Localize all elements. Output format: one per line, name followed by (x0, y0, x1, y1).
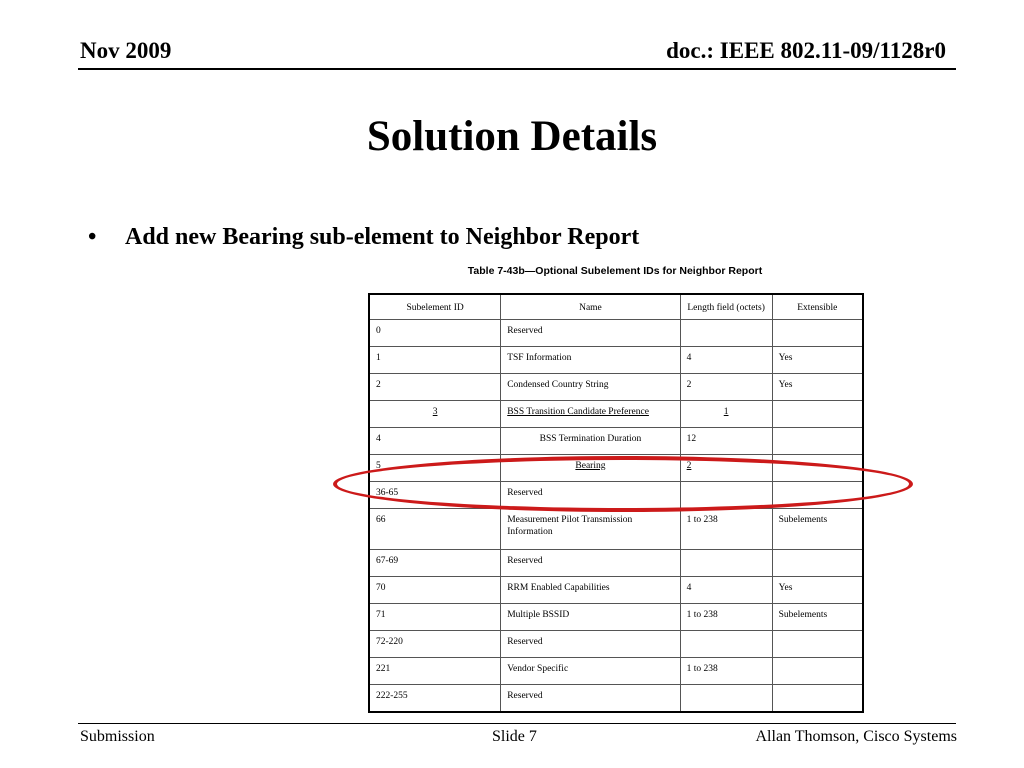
cell-name: Condensed Country String (501, 373, 680, 400)
cell-id: 72-220 (369, 630, 501, 657)
table-row (369, 373, 863, 400)
cell-name: Reserved (501, 630, 680, 657)
header-extensible: Extensible (772, 294, 863, 320)
header-date: Nov 2009 (80, 38, 172, 63)
cell-extensible (772, 400, 863, 427)
cell-extensible (772, 630, 863, 657)
cell-length: 1 to 238 (680, 657, 772, 684)
cell-id: 222-255 (369, 684, 501, 712)
cell-name: Reserved (501, 684, 680, 712)
cell-extensible (772, 481, 863, 508)
header-doc-id: doc.: IEEE 802.11-09/1128r0 (666, 38, 946, 63)
subelement-table (368, 293, 864, 713)
cell-length: 12 (680, 427, 772, 454)
table-row (369, 400, 863, 427)
cell-name: Bearing (501, 454, 680, 481)
cell-extensible (772, 549, 863, 576)
cell-length: 4 (680, 346, 772, 373)
cell-id: 3 (369, 400, 501, 427)
cell-extensible (772, 657, 863, 684)
table-row (369, 630, 863, 657)
cell-extensible: Subelements (772, 508, 863, 549)
cell-extensible: Yes (772, 346, 863, 373)
cell-id: 70 (369, 576, 501, 603)
cell-id: 66 (369, 508, 501, 549)
cell-extensible: Subelements (772, 603, 863, 630)
header-length: Length field (octets) (680, 294, 772, 320)
table-row (369, 603, 863, 630)
cell-name: BSS Transition Candidate Preference (501, 400, 680, 427)
cell-name: Measurement Pilot Transmission Information (501, 508, 680, 549)
bullet-text: Add new Bearing sub-element to Neighbor Report (125, 224, 640, 250)
cell-name: Reserved (501, 320, 680, 347)
cell-length (680, 630, 772, 657)
cell-length (680, 549, 772, 576)
table-row (369, 576, 863, 603)
cell-id: 4 (369, 427, 501, 454)
cell-name: Reserved (501, 549, 680, 576)
cell-name: RRM Enabled Capabilities (501, 576, 680, 603)
cell-id: 5 (369, 454, 501, 481)
table-row (369, 657, 863, 684)
cell-extensible (772, 427, 863, 454)
cell-name: BSS Termination Duration (501, 427, 680, 454)
header-subelement-id: Subelement ID (369, 294, 501, 320)
footer-submission: Submission (80, 728, 155, 745)
cell-id: 1 (369, 346, 501, 373)
cell-name: TSF Information (501, 346, 680, 373)
cell-length: 2 (680, 373, 772, 400)
cell-length (680, 684, 772, 712)
cell-length (680, 481, 772, 508)
table-row (369, 684, 863, 712)
cell-id: 0 (369, 320, 501, 347)
cell-extensible: Yes (772, 576, 863, 603)
cell-length: 1 to 238 (680, 603, 772, 630)
cell-extensible (772, 684, 863, 712)
cell-length: 4 (680, 576, 772, 603)
table-row-bearing (369, 454, 863, 481)
cell-extensible: Yes (772, 373, 863, 400)
table-header-row (369, 294, 863, 320)
cell-length: 2 (680, 454, 772, 481)
footer-author: Allan Thomson, Cisco Systems (755, 728, 957, 745)
slide-title: Solution Details (366, 113, 658, 160)
table-row (369, 549, 863, 576)
header-divider (78, 68, 956, 70)
footer-divider (78, 723, 956, 724)
cell-length: 1 to 238 (680, 508, 772, 549)
header-name: Name (501, 294, 680, 320)
bullet-marker: • (88, 224, 97, 250)
cell-length: 1 (680, 400, 772, 427)
cell-extensible (772, 320, 863, 347)
footer-slide-number: Slide 7 (492, 728, 537, 745)
cell-extensible (772, 454, 863, 481)
cell-id: 67-69 (369, 549, 501, 576)
table-row (369, 427, 863, 454)
cell-name: Multiple BSSID (501, 603, 680, 630)
cell-length (680, 320, 772, 347)
cell-id: 71 (369, 603, 501, 630)
table-row (369, 481, 863, 508)
table-row (369, 346, 863, 373)
cell-name: Reserved (501, 481, 680, 508)
table-row (369, 320, 863, 347)
cell-name: Vendor Specific (501, 657, 680, 684)
table-caption: Table 7-43b—Optional Subelement IDs for Neighbor Report (467, 265, 763, 277)
table-row (369, 508, 863, 549)
cell-id: 36-65 (369, 481, 501, 508)
cell-id: 221 (369, 657, 501, 684)
cell-id: 2 (369, 373, 501, 400)
